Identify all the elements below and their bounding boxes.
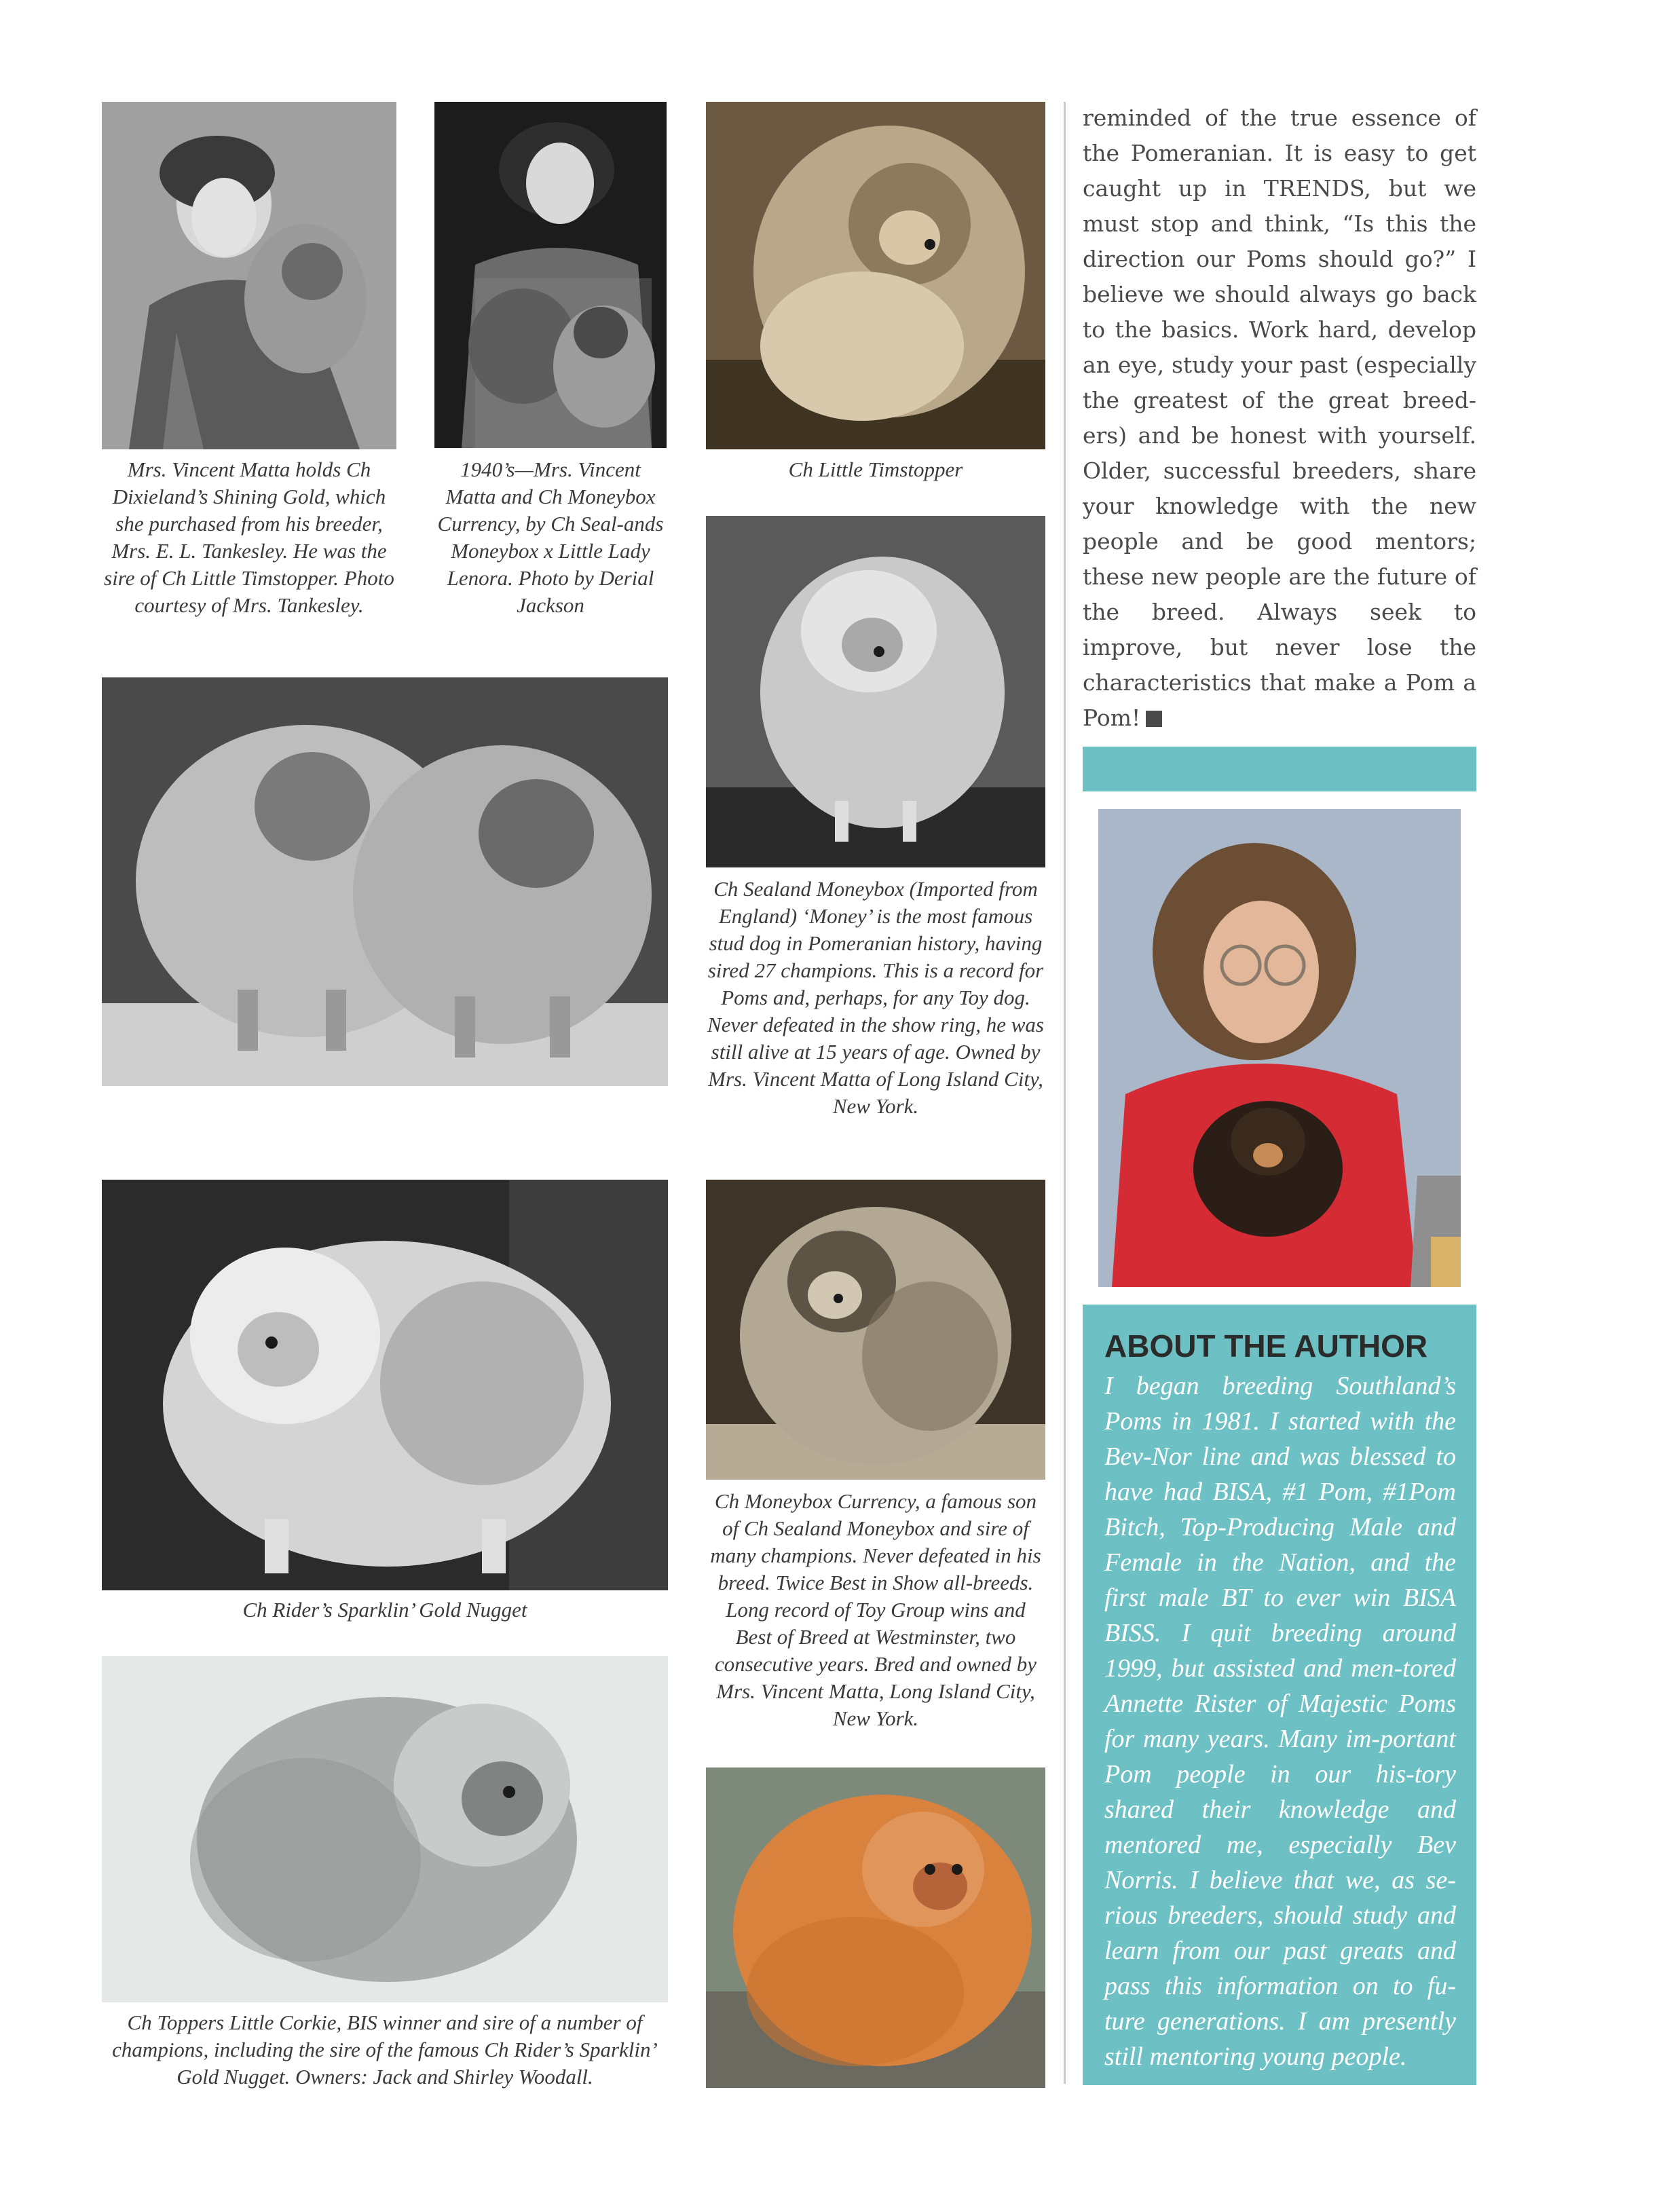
photo-matta-holding-dog <box>102 102 396 449</box>
caption-matta-1940s: 1940’s—Mrs. Vincent Matta and Ch Moneybox Currency, by Ch Seal-ands Moneybox x Little Lady Lenora. Photo by Derial Jackson <box>437 457 664 617</box>
photo-orange-pomeranian <box>706 1767 1045 2088</box>
article-text: reminded of the true essence of the Pomeranian. It is easy to get caught up in TRENDS, but we must stop and think, “Is this the direction our Poms should go?” I believe we should always go back to the basics. Work hard, develop an eye, study your past (especially the greatest of the great breed-ers) and be honest with yourself. Older, successful breeders, share your knowledge with the new people and be good mentors; these new people are the future of the breed. Always seek to improve, but never lose the characteristics that make a Pom a Pom! <box>1083 105 1476 731</box>
caption-riders-gold-nugget: Ch Rider’s Sparklin’ Gold Nugget <box>242 1598 527 1622</box>
caption-sealand-moneybox: Ch Sealand Moneybox (Imported from England) ‘Money’ is the most famous stud dog in Pomeranian history, having sired 27 champions. This is a record for Poms and, perhaps, for any Toy dog. Never defeated in the show ring, he was still alive at 15 years of age. Owned by Mrs. Vincent Matta of Long Island City, New York. <box>707 877 1044 1118</box>
end-mark <box>1146 711 1162 727</box>
teal-accent-bar <box>1083 747 1476 791</box>
photo-toppers-little-corkie <box>102 1656 668 2002</box>
photo-riders-gold-nugget <box>102 1180 668 1590</box>
photo-gold-coin-and-sahib <box>102 677 668 1086</box>
about-text: I began breeding Southland’s Poms in 1981. I started with the Bev-Nor line and was blessed to have had BISA, #1 Pom, #1Pom Bitch, Top-Producing Male and Female in the Nation, and the first male BT to ever win BISA BISS. I quit breeding around 1999, but assisted and men-tored Annette Rister of Majestic Poms for many years. Many im-portant Pom people in our his-tory shared their knowledge and mentored me, especially Bev Norris. I believe that we, as se-rious breeders, should study and learn from our past greats and pass this information on to fu-ture generations. I am presently still mentoring young people. <box>1104 1372 1456 2071</box>
photo-moneybox-currency <box>706 1180 1045 1480</box>
column-divider <box>1064 102 1066 2084</box>
about-heading: ABOUT THE AUTHOR <box>1104 1328 1428 1364</box>
photo-little-timstopper <box>706 102 1045 449</box>
about-the-author-box <box>1083 1305 1476 2085</box>
photo-matta-1940s <box>434 102 667 448</box>
author-photo <box>1098 809 1461 1287</box>
caption-toppers-little-corkie: Ch Toppers Little Corkie, BIS winner and sire of a number of champions, including the sire of the famous Ch Rider’s Sparklin’ Gold Nugget. Owners: Jack and Shirley Woodall. <box>112 2010 658 2089</box>
caption-matta-holding-dog: Mrs. Vincent Matta holds Ch Dixieland’s Shining Gold, which she purchased from his breeder, Mrs. E. L. Tankesley. He was the sire of Ch Little Timstopper. Photo courtesy of Mrs. Tankesley. <box>104 457 394 617</box>
caption-moneybox-currency: Ch Moneybox Currency, a famous son of Ch Sealand Moneybox and sire of many champions. Never defeated in his breed. Twice Best in Show all-breeds. Long record of Toy Group wins and Best of Breed at Westminster, two consecutive years. Bred and owned by Mrs. Vincent Matta, Long Island City, New York. <box>710 1489 1041 1730</box>
article-body <box>1083 100 1476 736</box>
caption-little-timstopper: Ch Little Timstopper <box>788 457 963 481</box>
photo-sealand-moneybox <box>706 516 1045 867</box>
